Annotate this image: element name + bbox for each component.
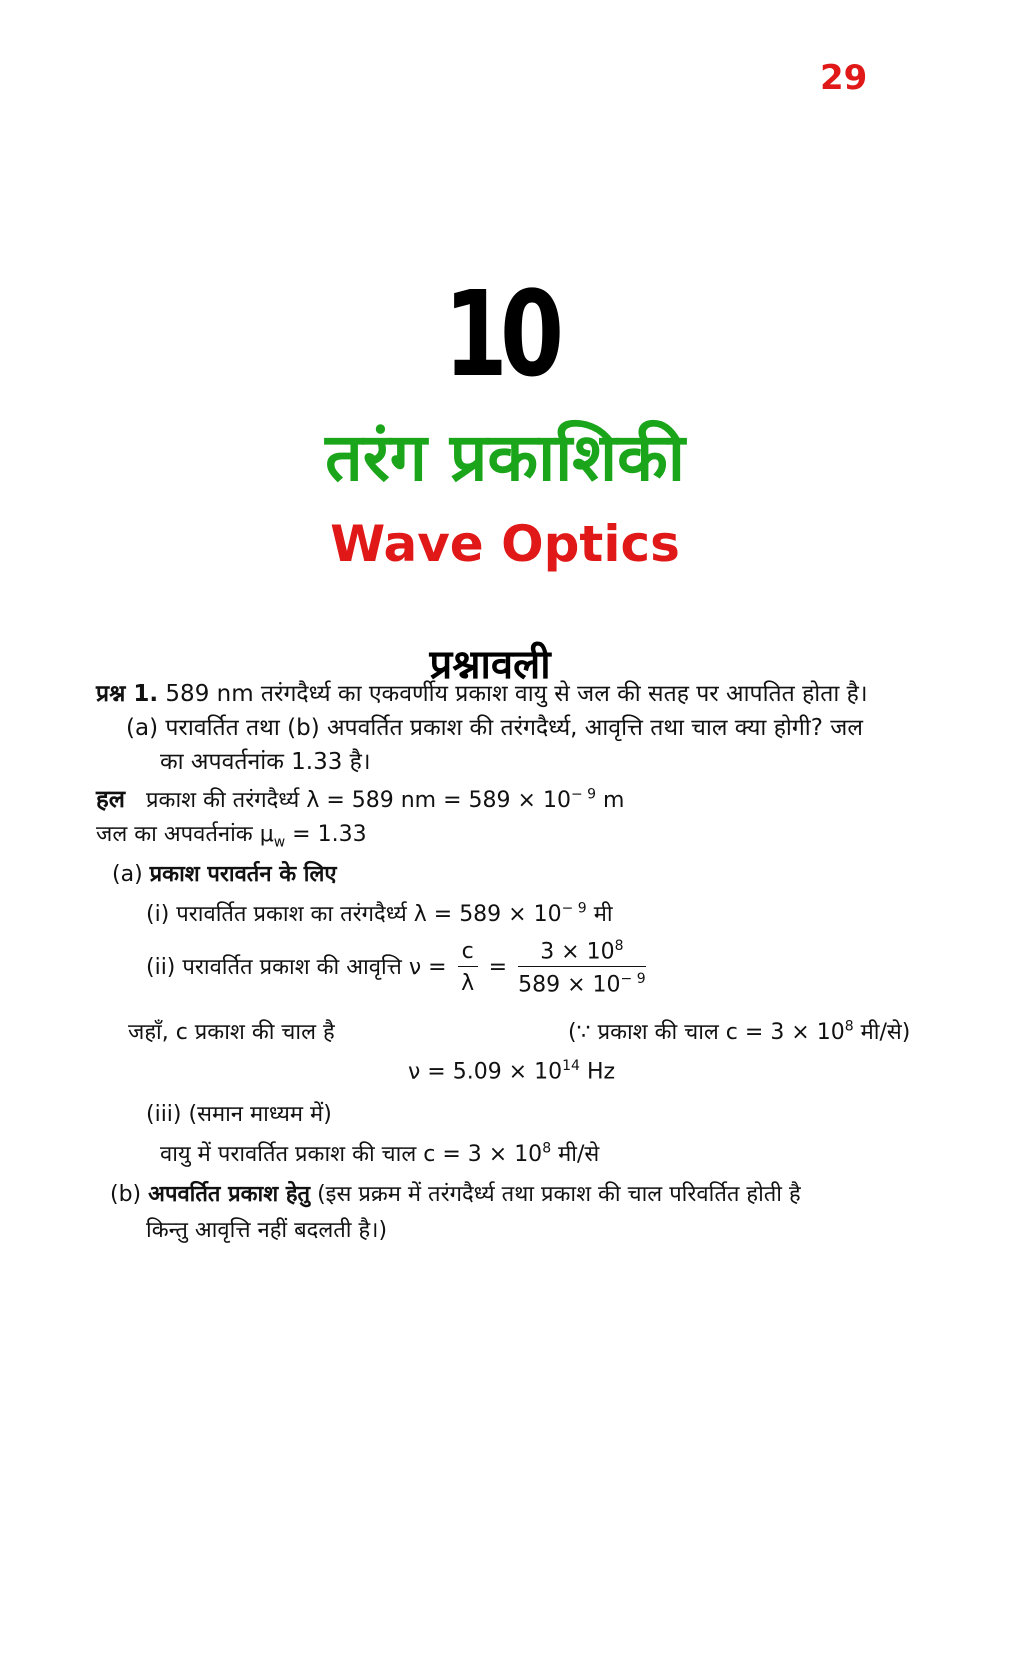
frac2-den-base: 589 × 10 <box>518 972 621 998</box>
refractive-index-line <box>96 818 367 850</box>
a-ii-text: (ii) परावर्तित प्रकाश की आवृत्ति ν = <box>146 954 447 980</box>
part-b-rest: (इस प्रक्रम में तरंगदैर्ध्य तथा प्रकाश की चाल परिवर्तित होती है <box>317 1182 801 1207</box>
where-line: जहाँ, c प्रकाश की चाल है <box>128 1020 335 1045</box>
question-line-1 <box>96 676 868 708</box>
speed-line <box>160 1138 599 1168</box>
part-a-title: प्रकाश परावर्तन के लिए <box>149 862 337 887</box>
section-title: प्रश्नावली <box>429 642 551 688</box>
part-a-heading <box>112 858 337 888</box>
solution-wavelength <box>96 782 624 815</box>
speed-text: वायु में परावर्तित प्रकाश की चाल c = 3 × 10 <box>160 1142 543 1167</box>
question-line-3: का अपवर्तनांक 1.33 है। <box>160 749 371 775</box>
question-label: प्रश्न 1. <box>96 681 159 707</box>
refractive-value: = 1.33 <box>292 822 367 847</box>
since-text: (∵ प्रकाश की चाल c = 3 × 10 <box>568 1020 845 1045</box>
wavelength-exponent: − 9 <box>570 786 597 803</box>
chapter-title-hindi: तरंग प्रकाशिकी <box>325 419 685 496</box>
since-unit: मी/से) <box>860 1020 911 1045</box>
question-text-1: 589 nm तरंगदैर्ध्य का एकवर्णीय प्रकाश वायु से जल की सतह पर आपतित होता है। <box>165 681 868 707</box>
fraction-value <box>518 938 646 998</box>
chapter-title-english: Wave Optics <box>330 515 680 573</box>
since-line <box>568 1016 910 1046</box>
refractive-subscript: w <box>273 834 286 851</box>
freq-result-unit: Hz <box>586 1059 616 1085</box>
since-exponent: 8 <box>844 1018 854 1035</box>
part-b-title: अपवर्तित प्रकाश हेतु <box>148 1182 311 1207</box>
question-line-2: (a) परावर्तित तथा (b) अपवर्तित प्रकाश की तरंगदैर्ध्य, आवृत्ति तथा चाल क्या होगी? जल <box>126 715 863 741</box>
frequency-result <box>408 1058 615 1084</box>
refractive-text: जल का अपवर्तनांक μ <box>96 822 274 847</box>
part-a-i <box>146 898 613 928</box>
speed-unit: मी/से <box>558 1142 600 1167</box>
a-i-text: (i) परावर्तित प्रकाश का तरंगदैर्ध्य λ = 589 × 10 <box>146 902 562 927</box>
frac2-numerator <box>518 938 646 967</box>
part-b-label: (b) <box>110 1182 142 1207</box>
frac2-num-base: 3 × 10 <box>540 939 615 965</box>
part-a-iii: (iii) (समान माध्यम में) <box>146 1102 332 1127</box>
frac1-numerator: c <box>458 939 478 967</box>
chapter-number: 10 <box>443 265 557 403</box>
a-ii-equals: = <box>488 954 508 980</box>
frac2-den-exp: − 9 <box>620 971 646 988</box>
a-i-exponent: − 9 <box>561 900 587 917</box>
part-b-line-2: किन्तु आवृत्ति नहीं बदलती है।) <box>146 1218 388 1243</box>
frac1-denominator: λ <box>461 971 475 997</box>
solution-label: हल <box>96 785 126 813</box>
speed-exponent: 8 <box>542 1140 552 1157</box>
a-i-unit: मी <box>593 902 613 927</box>
frac2-num-exp: 8 <box>614 938 624 954</box>
freq-result-base: ν = 5.09 × 10 <box>408 1059 563 1085</box>
frac2-denominator <box>518 967 646 997</box>
part-a-ii <box>146 938 650 998</box>
part-b-heading <box>110 1178 801 1208</box>
part-a-label: (a) <box>112 862 143 887</box>
page-number: 29 <box>820 58 868 98</box>
fraction-c-over-lambda <box>458 939 478 996</box>
freq-result-exp: 14 <box>562 1058 580 1074</box>
wavelength-text: प्रकाश की तरंगदैर्ध्य λ = 589 nm = 589 × 10 <box>146 788 571 813</box>
wavelength-unit: m <box>603 788 625 813</box>
